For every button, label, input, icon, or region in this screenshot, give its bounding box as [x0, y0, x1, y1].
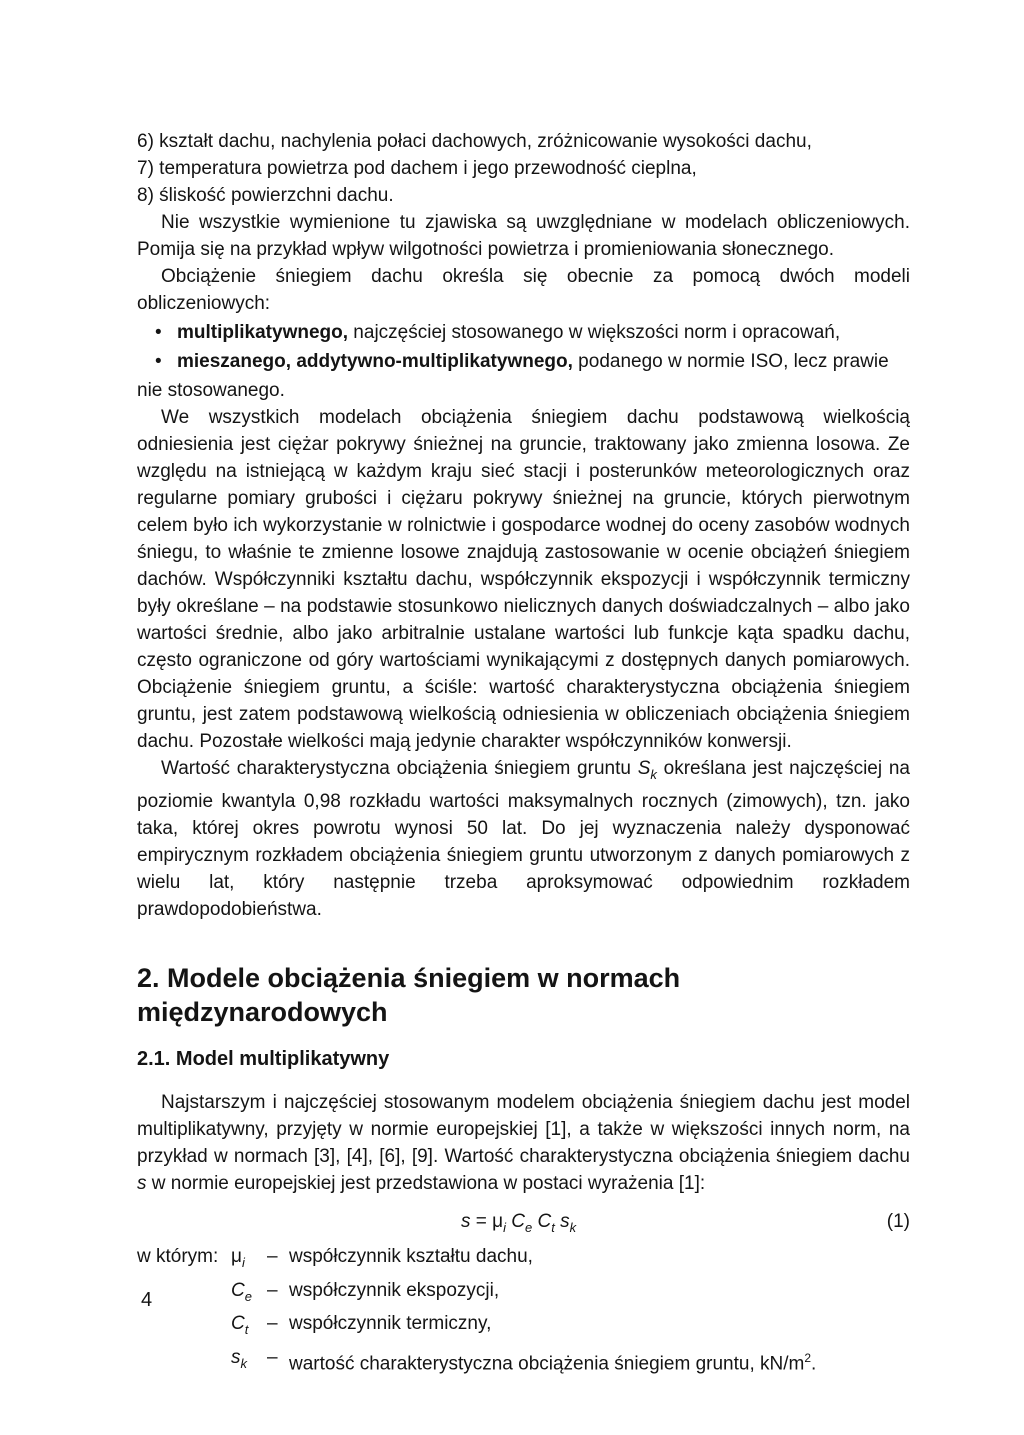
bullet-bold-term: mieszanego, addytywno-multiplikatywnego,: [177, 351, 573, 372]
symbol: s: [231, 1347, 241, 1369]
formula-mu: μ: [492, 1210, 504, 1232]
definition-dash: –: [267, 1279, 278, 1301]
text-run: Wartość charakterystyczna obciążenia śniegiem gruntu: [161, 758, 638, 779]
bullet-text: podanego w normie ISO, lecz prawie: [572, 351, 889, 372]
definition-dash: –: [267, 1245, 278, 1267]
definition-symbol: [231, 1310, 267, 1344]
text-run: w normie europejskiej jest przedstawiona w postaci wyrażenia [1]:: [146, 1172, 706, 1194]
symbol-sub: i: [241, 1254, 245, 1270]
formula-ce: C: [511, 1210, 526, 1232]
formula-expression: [461, 1211, 576, 1235]
list-item-8: 8) śliskość powierzchni dachu.: [137, 185, 394, 206]
symbol-subscript: k: [650, 766, 657, 782]
formula-ce-sub: e: [525, 1219, 533, 1235]
symbol: μ: [231, 1245, 242, 1267]
definition-dash: –: [267, 1347, 278, 1369]
paragraph-oldest-model: [137, 1089, 910, 1197]
definition-row: [137, 1277, 910, 1311]
definition-row: [137, 1344, 910, 1378]
definition-symbol: [231, 1277, 267, 1311]
definition-text: współczynnik ekspozycji,: [289, 1279, 500, 1301]
unit-superscript: 2: [804, 1351, 812, 1366]
formula-mu-sub: i: [503, 1219, 506, 1235]
formula-sk: s: [560, 1210, 570, 1232]
bullet-mixed: [137, 348, 910, 375]
list-item-7: 7) temperatura powietrza pod dachem i jego przewodność cieplna,: [137, 158, 697, 179]
symbol-sub: e: [244, 1288, 252, 1304]
definition-spacer: [137, 1344, 231, 1378]
symbol-S: S: [637, 758, 651, 779]
list-item-6: 6) kształt dachu, nachylenia połaci dachowych, zróżnicowanie wysokości dachu,: [137, 131, 812, 152]
model-bullet-list: [137, 319, 910, 375]
formula-sk-sub: k: [569, 1219, 577, 1235]
bullet-bold-term: multiplikatywnego,: [177, 322, 349, 343]
definition-symbol: [231, 1344, 267, 1378]
definition-dash: –: [267, 1313, 278, 1335]
paragraph-models-intro: Obciążenie śniegiem dachu określa się obecnie za pomocą dwóch modeli obliczeniowych:: [137, 266, 910, 314]
symbol-sub: k: [240, 1355, 247, 1371]
definition-text-run: wartość charakterystyczna obciążenia śniegiem gruntu, kN/m: [289, 1353, 805, 1375]
paragraph-all-models: We wszystkich modelach obciążenia śniegiem dachu podstawową wielkością odniesienia jest ciężar pokrywy śnieżnej na gruncie, traktowany jako zmienna losowa. Ze względu na istniejącą w każdym kraju sieć stacji i posterunków meteorologicznych oraz regularne pomiary grubości i ciężaru pokrywy śnieżnej na gruncie, których pierwotnym celem było ich wykorzystanie w rolnictwie i gospodarce wodnej do oceny zasobów wodnych śniegu, to właśnie te zmienne losowe znajdują zastosowanie w ocenie obciążeń śniegiem dachów. Współczynniki kształtu dachu, współczynnik ekspozycji i współczynnik termiczny były określane – na podstawie stosunkowo nielicznych danych doświadczalnych – albo jako wartości średnie, albo jako arbitralnie ustalane wartości lub funkcje kąta spadku dachu, często ograniczone od góry wartościami wynikającymi z dostępnych danych pomiarowych. Obciążenie śniegiem gruntu, a ściśle: wartość charakterystyczna obciążenia śniegiem gruntu, jest zatem podstawową wielkością odniesienia w obliczeniach obciążenia śniegiem dachu. Pozostałe wielkości mają jedynie charakter współczynników konwersji.: [137, 407, 910, 752]
definition-row: [137, 1243, 910, 1277]
paragraph-characteristic-value: [137, 755, 910, 923]
formula-1: [137, 1207, 910, 1239]
symbol-s: s: [137, 1172, 147, 1194]
symbol-sub: t: [244, 1322, 249, 1338]
text-column: [137, 128, 910, 1379]
formula-ct-sub: t: [551, 1219, 555, 1235]
definition-symbol: [231, 1243, 267, 1277]
subsection-heading: 2.1. Model multiplikatywny: [137, 1047, 390, 1070]
symbol: C: [231, 1279, 245, 1301]
definition-spacer: [137, 1310, 231, 1344]
definitions-list: [137, 1243, 910, 1379]
bullet-continuation: nie stosowanego.: [137, 380, 285, 401]
symbol: C: [231, 1313, 245, 1335]
formula-equals: =: [470, 1210, 493, 1232]
bullet-multiplicative: [137, 319, 910, 346]
formula-number: (1): [886, 1210, 910, 1232]
definitions-intro: w którym:: [137, 1245, 219, 1267]
paragraph-not-all-phenomena: Nie wszystkie wymienione tu zjawiska są uwzględniane w modelach obliczeniowych. Pomija się na przykład wpływ wilgotności powietrza i promieniowania słonecznego.: [137, 212, 910, 260]
definition-row: [137, 1310, 910, 1344]
definition-text: współczynnik kształtu dachu,: [289, 1245, 533, 1267]
page-number: 4: [141, 1289, 153, 1311]
formula-lhs: s: [461, 1210, 471, 1232]
formula-ct: C: [537, 1210, 552, 1232]
bullet-text: najczęściej stosowanego w większości norm i opracowań,: [348, 322, 841, 343]
section-heading: 2. Modele obciążenia śniegiem w normach międzynarodowych: [137, 962, 681, 1027]
definition-text: współczynnik termiczny,: [289, 1313, 492, 1335]
text-run: określana jest najczęściej na poziomie kwantyla 0,98 rozkładu wartości maksymalnych rocznych (zimowych), tzn. jako taka, której okres powrotu wynosi 50 lat. Do jej wyznaczenia należy dysponować empirycznym rozkładem obciążenia śniegiem gruntu utworzonym z danych pomiarowych z wielu lat, który następnie trzeba aproksymować odpowiednim rozkładem prawdopodobieństwa.: [137, 758, 910, 920]
text-run: Najstarszym i najczęściej stosowanym modelem obciążenia śniegiem dachu jest model multiplikatywny, przyjęty w normie europejskiej [1], a także w większości innych norm, na przykład w normach [3], [4], [6], [9]. Wartość charakterystyczna obciążenia śniegiem dachu: [137, 1091, 910, 1167]
definition-text: [289, 1344, 816, 1378]
definition-end: .: [811, 1353, 817, 1375]
